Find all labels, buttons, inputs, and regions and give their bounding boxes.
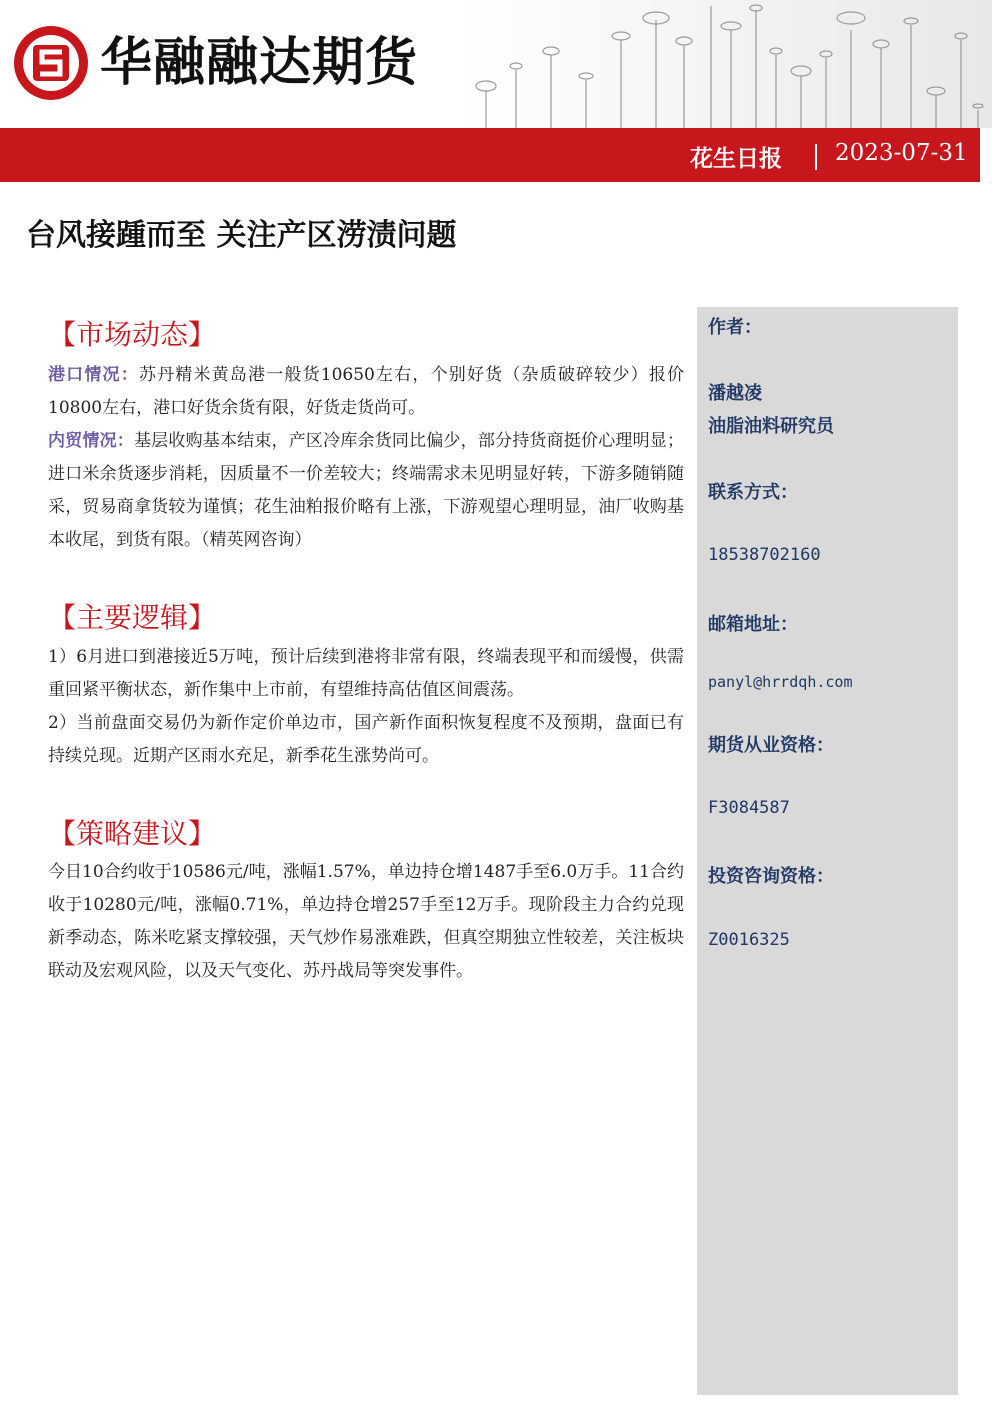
- domestic-label: 内贸情况：: [48, 431, 134, 451]
- report-type: 花生日报: [690, 145, 782, 172]
- section-title-strategy: 【策略建议】: [48, 817, 217, 850]
- domestic-text: 基层收购基本结束，产区冷库余货同比偏少，部分持货商挺价心理明显；进口米余货逐步消耗，因质量不一价差较大；终端需求未见明显好转，下游多随销随采，贸易商拿货较为谨慎；花生油粕报价略有上涨，下游观望心理明显，油厂收购基本收尾，到货有限。（精英网咨询）: [48, 431, 685, 550]
- market-domestic-paragraph: [48, 425, 684, 557]
- market-port-paragraph: [48, 359, 684, 425]
- logic-point-2: 2）当前盘面交易仍为新作定价单边市，国产新作面积恢复程度不及预期，盘面已有持续兑现。近期产区雨水充足，新季花生涨势尚可。: [48, 713, 684, 766]
- email-label: 邮箱地址：: [708, 614, 798, 635]
- contact-label: 联系方式：: [708, 482, 798, 503]
- futures-qualification-number: F3084587: [708, 798, 790, 818]
- section-title-market: 【市场动态】: [48, 318, 217, 351]
- investment-qualification-label: 投资咨询资格：: [708, 866, 834, 887]
- phone-number: 18538702160: [708, 545, 821, 565]
- email-address[interactable]: panyl@hrrdqh.com: [708, 673, 853, 691]
- author-title: 油脂油料研究员: [708, 416, 834, 437]
- header-bar: [0, 128, 980, 182]
- strategy-paragraph: 今日10合约收于10586元/吨，涨幅1.57%，单边持仓增1487手至6.0万手。11合约收于10280元/吨，涨幅0.71%，单边持仓增257手至12万手。现阶段主力合约兑现新季动态，陈米吃紧支撑较强，天气炒作易涨难跌，但真空期独立性较差，关注板块联动及宏观风险，以及天气变化、苏丹战局等突发事件。: [48, 862, 684, 981]
- author-label: 作者：: [708, 317, 762, 338]
- page-title: 台风接踵而至 关注产区涝渍问题: [26, 218, 457, 253]
- investment-qualification-number: Z0016325: [708, 930, 790, 950]
- logic-point-1: 1）6月进口到港接近5万吨，预计后续到港将非常有限，终端表现平和而缓慢，供需重回紧平衡状态，新作集中上市前，有望维持高估值区间震荡。: [48, 647, 684, 700]
- port-label: 港口情况：: [48, 365, 139, 385]
- header-divider: [815, 144, 817, 170]
- header-decoration: [456, 0, 992, 128]
- company-logo: [12, 24, 90, 102]
- author-name: 潘越凌: [708, 383, 762, 404]
- report-date: 2023-07-31: [835, 140, 968, 166]
- port-text: 苏丹精米黄岛港一般货10650左右，个别好货（杂质破碎较少）报价10800左右，港口好货余货有限，好货走货尚可。: [48, 365, 684, 418]
- author-sidebar: [697, 307, 958, 1395]
- futures-qualification-label: 期货从业资格：: [708, 735, 834, 756]
- section-title-logic: 【主要逻辑】: [48, 601, 217, 634]
- company-name: 华融融达期货: [100, 33, 419, 93]
